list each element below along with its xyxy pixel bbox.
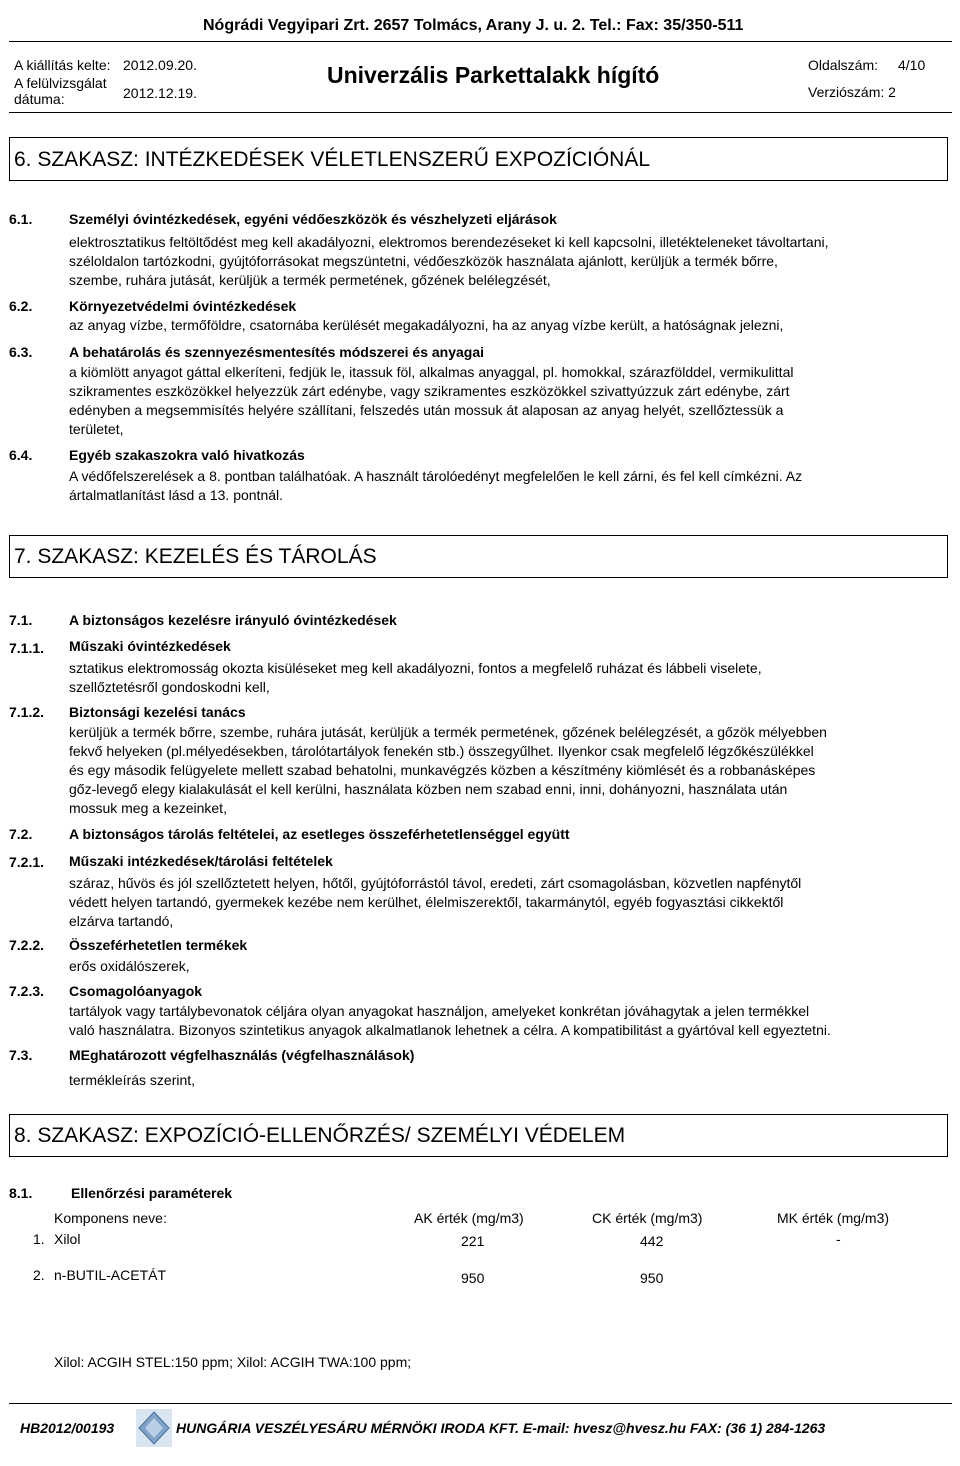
issue-label: A kiállítás kelte: — [14, 57, 111, 73]
s6-3-line: szikramentes eszközökkel helyezzük zárt edénybe, vagy szikramentes eszközökkel szivattyúzzuk zárt edénybe, zárt — [69, 383, 790, 399]
s7-1-2-number: 7.1.2. — [9, 704, 45, 720]
section-6-title-box — [9, 137, 948, 181]
table-row-index: 1. — [33, 1231, 45, 1247]
s7-1-2-line: gőz-levegő elegy kialakulását el kell kerülni, használata közben nem szabad enni, inni, dohányozni, használata után — [69, 781, 788, 797]
table-row-name: n-BUTIL-ACETÁT — [54, 1267, 167, 1283]
s6-3-line: területet, — [69, 421, 124, 437]
logo-icon — [136, 1409, 172, 1447]
s7-1-number: 7.1. — [9, 612, 33, 628]
page-label: Oldalszám: — [808, 57, 879, 73]
s6-3-line: edényben a megsemmisítés helyére szállítani, felszedés után mossuk át alaposan az anyag helyét, szellőztessük a — [69, 402, 784, 418]
s7-1-2-heading: Biztonsági kezelési tanács — [69, 704, 246, 720]
section-8-title: 8. SZAKASZ: EXPOZÍCIÓ-ELLENŐRZÉS/ SZEMÉLYI VÉDELEM — [14, 1124, 626, 1147]
s7-1-1-line: szellőztetésről gondoskodni kell, — [69, 679, 270, 695]
s6-4-text — [69, 467, 949, 505]
s6-1-text — [69, 233, 949, 290]
s7-2-3-line: való használatra. Bizonyos szintetikus anyagok alkalmatlanok lehetnek a célra. A kompatibilitást a gyártóval kell egyeztetni. — [69, 1022, 831, 1038]
s6-3-line: a kiömlött anyagot gáttal elkeríteni, fedjük le, itassuk föl, alkalmas anyaggal, pl. homokkal, szárazfölddel, vermikulittal — [69, 364, 794, 380]
s6-4-line: ártalmatlanítást lásd a 13. pontnál. — [69, 487, 284, 503]
table-header-mk: MK érték (mg/m3) — [777, 1210, 890, 1226]
company-logo — [136, 1409, 172, 1447]
review-date: 2012.12.19. — [123, 85, 197, 101]
table-row-ak: 950 — [461, 1270, 485, 1286]
s7-1-1-heading: Műszaki óvintézkedések — [69, 638, 231, 654]
s7-1-1-number: 7.1.1. — [9, 640, 45, 656]
s6-2-line: az anyag vízbe, termőföldre, csatornába kerülését megakadályozni, ha az anyag vízbe került, a hatóságnak jelezni, — [69, 317, 784, 333]
company-line: Nógrádi Vegyipari Zrt. 2657 Tolmács, Arany J. u. 2. Tel.: Fax: 35/350-511 — [203, 17, 744, 34]
page-value: 4/10 — [898, 57, 926, 73]
s7-3-number: 7.3. — [9, 1047, 33, 1063]
s6-3-text — [69, 363, 949, 439]
s7-2-1-heading: Műszaki intézkedések/tárolási feltételek — [69, 853, 333, 869]
section-6-title: 6. SZAKASZ: INTÉZKEDÉSEK VÉLETLENSZERŰ EXPOZÍCIÓNÁL — [14, 148, 650, 171]
product-title: Univerzális Parkettalakk hígító — [327, 62, 660, 88]
footer-code: HB2012/00193 — [20, 1420, 115, 1436]
s7-2-2-number: 7.2.2. — [9, 937, 45, 953]
s6-2-text — [69, 316, 949, 335]
s7-2-heading: A biztonságos tárolás feltételei, az esetleges összeférhetetlenséggel együtt — [69, 826, 570, 842]
s7-1-2-line: mossuk meg a kezeinket, — [69, 800, 227, 816]
table-header-component: Komponens neve: — [54, 1210, 167, 1226]
s7-2-2-heading: Összeférhetetlen termékek — [69, 937, 248, 953]
s6-3-number: 6.3. — [9, 344, 33, 360]
s7-2-3-line: tartályok vagy tartálybevonatok céljára olyan anyagokat használjon, amelyeket konkrétan jóváhagytak a jelen termékkel — [69, 1003, 810, 1019]
table-header-ak: AK érték (mg/m3) — [414, 1210, 524, 1226]
table-header-ck: CK érték (mg/m3) — [592, 1210, 703, 1226]
s7-2-1-line: száraz, hűvös és jól szellőztetett helyen, hőtől, gyújtóforrástól távol, eredeti, zárt csomagolásban, közvetlen napfénytől — [69, 875, 802, 891]
s7-3-line: termékleírás szerint, — [69, 1072, 196, 1088]
s6-1-heading: Személyi óvintézkedések, egyéni védőeszközök és vészhelyzeti eljárások — [69, 211, 557, 227]
section-7-title-box — [9, 535, 948, 578]
table-row-mk: - — [836, 1231, 841, 1247]
s7-1-1-text — [69, 659, 949, 697]
table-row-index: 2. — [33, 1267, 45, 1283]
s8-1-number: 8.1. — [9, 1185, 33, 1201]
s7-1-1-line: sztatikus elektromosság okozta kisüléseket meg kell akadályozni, fontos a megfelelő ruházat és lábbeli viselete, — [69, 660, 762, 676]
s7-1-2-text — [69, 723, 949, 818]
s8-1-heading: Ellenőrzési paraméterek — [71, 1185, 233, 1201]
s7-2-1-text — [69, 874, 949, 931]
s6-1-line: elektrosztatikus feltöltődést meg kell akadályozni, elektromos berendezéseket ki kell kapcsolni, illetékteleneket távoltartani, — [69, 234, 829, 250]
s6-1-line: széloldalon tartózkodni, gyújtóforrásokat megszüntetni, védőeszközök használata ajánlott, kerüljük a termék bőrre, — [69, 253, 778, 269]
review-label-1: A felülvizsgálat — [14, 75, 107, 91]
table-row-name: Xilol — [54, 1231, 81, 1247]
s7-2-2-text — [69, 957, 949, 976]
table-row-ck: 442 — [640, 1233, 664, 1249]
header-bottom-divider — [9, 112, 952, 113]
footer-text: HUNGÁRIA VESZÉLYESÁRU MÉRNÖKI IRODA KFT. E-mail: hvesz@hvesz.hu FAX: (36 1) 284-1263 — [176, 1420, 826, 1436]
s7-2-number: 7.2. — [9, 826, 33, 842]
s7-2-3-heading: Csomagolóanyagok — [69, 983, 203, 999]
s6-1-number: 6.1. — [9, 211, 33, 227]
s7-1-2-line: kerüljük a termék bőrre, szembe, ruhára jutását, kerüljük a termék permetének, gőzének belélegzését, a gőzök mélyebben — [69, 724, 827, 740]
s6-4-heading: Egyéb szakaszokra való hivatkozás — [69, 447, 305, 463]
s7-3-text — [69, 1071, 949, 1090]
s7-2-2-line: erős oxidálószerek, — [69, 958, 190, 974]
section-7-title: 7. SZAKASZ: KEZELÉS ÉS TÁROLÁS — [14, 545, 377, 568]
footer-divider — [9, 1403, 952, 1404]
s6-4-number: 6.4. — [9, 447, 33, 463]
s6-2-number: 6.2. — [9, 298, 33, 314]
header-top-divider — [9, 41, 952, 42]
version-label: Verziószám: 2 — [808, 84, 896, 100]
s7-3-heading: MEghatározott végfelhasználás (végfelhasználások) — [69, 1047, 415, 1063]
review-label-2: dátuma: — [14, 91, 65, 107]
section-8-title-box — [9, 1114, 948, 1157]
s7-2-3-number: 7.2.3. — [9, 983, 45, 999]
s7-2-1-line: védett helyen tartandó, gyermekek kezébe nem kerülhet, élelmiszerektől, takarmánytól, egyéb fogyasztási cikkektől — [69, 894, 784, 910]
s6-4-line: A védőfelszerelések a 8. pontban találhatóak. A használt tárolóedényt megfelelően le kell zárni, és fel kell címkézni. Az — [69, 468, 803, 484]
s6-2-heading: Környezetvédelmi óvintézkedések — [69, 298, 297, 314]
issue-date: 2012.09.20. — [123, 57, 197, 73]
table-row-ck: 950 — [640, 1270, 664, 1286]
s7-2-1-line: elzárva tartandó, — [69, 913, 174, 929]
s7-1-heading: A biztonságos kezelésre irányuló óvintézkedések — [69, 612, 397, 628]
exposure-note: Xilol: ACGIH STEL:150 ppm; Xilol: ACGIH TWA:100 ppm; — [54, 1354, 412, 1370]
table-row-ak: 221 — [461, 1233, 485, 1249]
s7-1-2-line: fekvő helyeken (pl.mélyedésekben, tárolótartályok fenekén stb.) összegyűlhet. Ilyenkor csak megfelelő légzőkészülékkel — [69, 743, 814, 759]
s7-2-3-text — [69, 1002, 949, 1040]
s6-1-line: szembe, ruhára jutását, kerüljük a termék permetének, gőzének belélegzését, — [69, 272, 551, 288]
s7-1-2-line: és egy második felügyelete mellett szabad behatolni, munkavégzés közben a készítmény kiömlését és a robbanásképes — [69, 762, 816, 778]
s6-3-heading: A behatárolás és szennyezésmentesítés módszerei és anyagai — [69, 344, 485, 360]
s7-2-1-number: 7.2.1. — [9, 854, 45, 870]
